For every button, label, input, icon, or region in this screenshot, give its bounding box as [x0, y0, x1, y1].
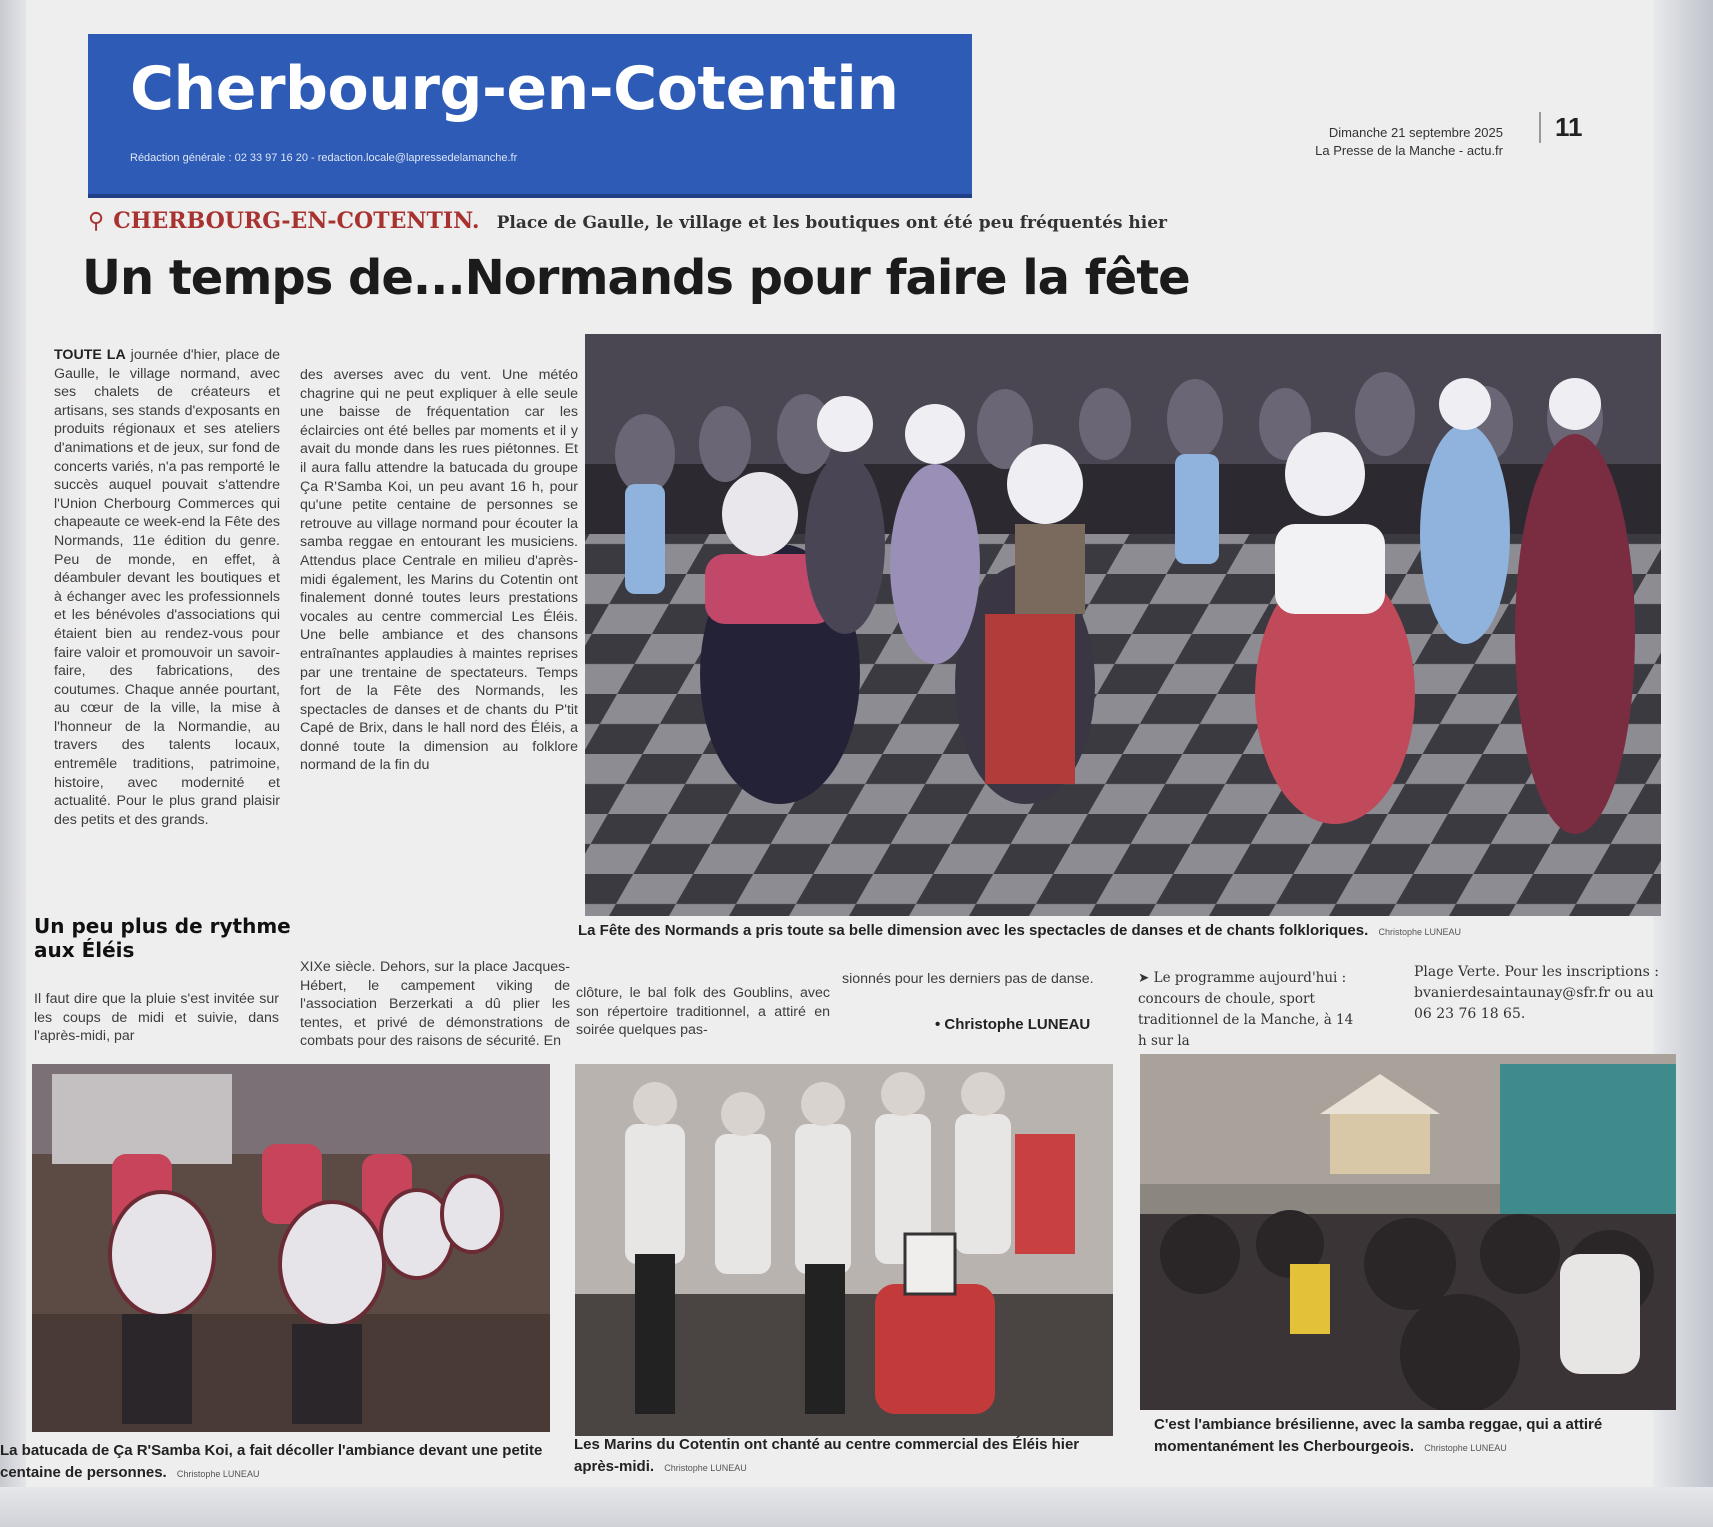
article-byline: • Christophe LUNEAU — [935, 1016, 1091, 1033]
photo3-caption-text: C'est l'ambiance brésilienne, avec la samba reggae, qui a attiré momentanément les Cherbourgeois. — [1154, 1416, 1603, 1455]
page-number: 11 — [1539, 112, 1583, 143]
body-text-1: journée d'hier, place de Gaulle, le village normand, avec ses chalets de créateurs et artisans, ses stands d'exposants en produits régionaux et ses ateliers d'animations et de jeux, sur fond de concerts variés, n'a pas remporté le succès auquel pouvait s'attendre l'Union Cherbourg Commerces qui chapeaute ce week-end la Fête des Normands, 11e édition du genre. Peu de monde, en effet, à déambuler devant les boutiques et à échanger avec les professionnels et les bénévoles d'associations qui étaient bien au rendez-vous pour faire valoir et promouvoir un savoir-faire, des fabrications, des coutumes. Chaque année pourtant, au cœur de la ville, la mise à l'honneur de la Normandie, au travers des talents locaux, entremêle traditions, patrimoine, histoire, avec modernité et actualité. Pour le plus grand plaisir des petits et des grands. — [54, 347, 280, 828]
folk-dancers-illustration — [585, 334, 1661, 916]
article-deck: Place de Gaulle, le village et les boutiques ont été peu fréquentés hier — [496, 213, 1167, 233]
photo1-caption — [0, 1440, 550, 1485]
main-photo-credit: Christophe LUNEAU — [1378, 927, 1462, 937]
publication-name: La Presse de la Manche - actu.fr — [1315, 143, 1503, 158]
body-column-2: des averses avec du vent. Une météo chagrine qui ne peut expliquer à elle seule une baisse de fréquentation car les éclaircies ont été belles par moments et il y avait du monde dans les rues piétonnes. Et il aura fallu attendre la batucada du groupe Ça R'Samba Koi, un peu avant 16 h, pour qu'une petite centaine de personnes se retrouve au village normand pour écouter la samba reggae en entourant les musiciens. Attendus place Centrale en milieu d'après-midi également, les Marins du Cotentin ont finalement donné toutes leurs prestations vocales au centre commercial Les Éléis. Une belle ambiance et des chansons entraînantes applaudies à maintes reprises par une trentaine de spectateurs. Temps fort de la Fête des Normands, les spectacles de danses et de chants du P'tit Capé de Brix, dans le hall nord des Éléis, a donné toute la dimension au folklore normand de la fin du — [300, 367, 578, 774]
photo2-credit: Christophe LUNEAU — [664, 1463, 747, 1473]
photo1-credit: Christophe LUNEAU — [176, 1469, 260, 1479]
article-headline: Un temps de...Normands pour faire la fête — [82, 250, 1190, 306]
batucada-illustration — [32, 1064, 550, 1432]
section-title: Cherbourg-en-Cotentin — [130, 54, 899, 124]
issue-date: Dimanche 21 septembre 2025 — [1328, 125, 1503, 140]
photo-samba-crowd — [1140, 1054, 1676, 1410]
photo2-caption-text: Les Marins du Cotentin ont chanté au centre commercial des Éléis hier après-midi. — [574, 1436, 1080, 1475]
photo1-caption-text: La batucada de Ça R'Samba Koi, a fait décoller l'ambiance devant une petite centaine de personnes. — [0, 1442, 543, 1481]
photo-batucada — [32, 1064, 550, 1432]
body-column-6: sionnés pour les derniers pas de danse. — [842, 971, 1094, 987]
location-pin-icon: ⚲ — [88, 209, 105, 234]
photo-folk-dancers — [585, 334, 1661, 916]
main-caption-text: La Fête des Normands a pris toute sa belle dimension avec les spectacles de danses et de chants folkloriques. — [578, 922, 1369, 939]
program-note: ➤ Le programme aujourd'hui : concours de choule, sport traditionnel de la Manche, à 14 h sur la — [1138, 970, 1354, 1049]
registration-note: Plage Verte. Pour les inscriptions : bvanierdesaintaunay@sfr.fr ou au 06 23 76 18 65. — [1414, 964, 1659, 1022]
photo-choir — [575, 1064, 1113, 1436]
body-column-1 — [54, 346, 280, 829]
photo3-caption — [1154, 1414, 1713, 1459]
article-rubric — [88, 208, 1167, 234]
date-block — [1315, 124, 1503, 160]
contact-line: Rédaction générale : 02 33 97 16 20 - redaction.locale@lapressedelamanche.fr — [130, 152, 518, 164]
body-column-5: clôture, le bal folk des Goublins, avec son répertoire traditionnel, a attiré en soirée quelques pas- — [576, 985, 830, 1039]
samba-crowd-illustration — [1140, 1054, 1676, 1410]
body-column-3: Il faut dire que la pluie s'est invitée sur les coups de midi et suivie, dans l'après-midi, par — [34, 991, 279, 1045]
photo2-caption — [574, 1434, 1128, 1479]
choir-illustration — [575, 1064, 1113, 1436]
article-subhead: Un peu plus de rythme aux Éléis — [34, 914, 291, 962]
main-photo-caption — [578, 920, 1678, 943]
section-banner — [88, 34, 972, 198]
photo3-credit: Christophe LUNEAU — [1424, 1443, 1507, 1453]
location-kicker: CHERBOURG-EN-COTENTIN. — [113, 208, 480, 234]
body-column-4: XIXe siècle. Dehors, sur la place Jacques-Hébert, le campement viking de l'association Berzerkati a dû plier les tentes, et privé de démonstrations de combats pour des raisons de sécurité. En — [300, 959, 570, 1050]
page-edge-left — [0, 0, 26, 1527]
lead-words: TOUTE LA — [54, 347, 126, 363]
page-edge-bottom — [0, 1487, 1713, 1527]
